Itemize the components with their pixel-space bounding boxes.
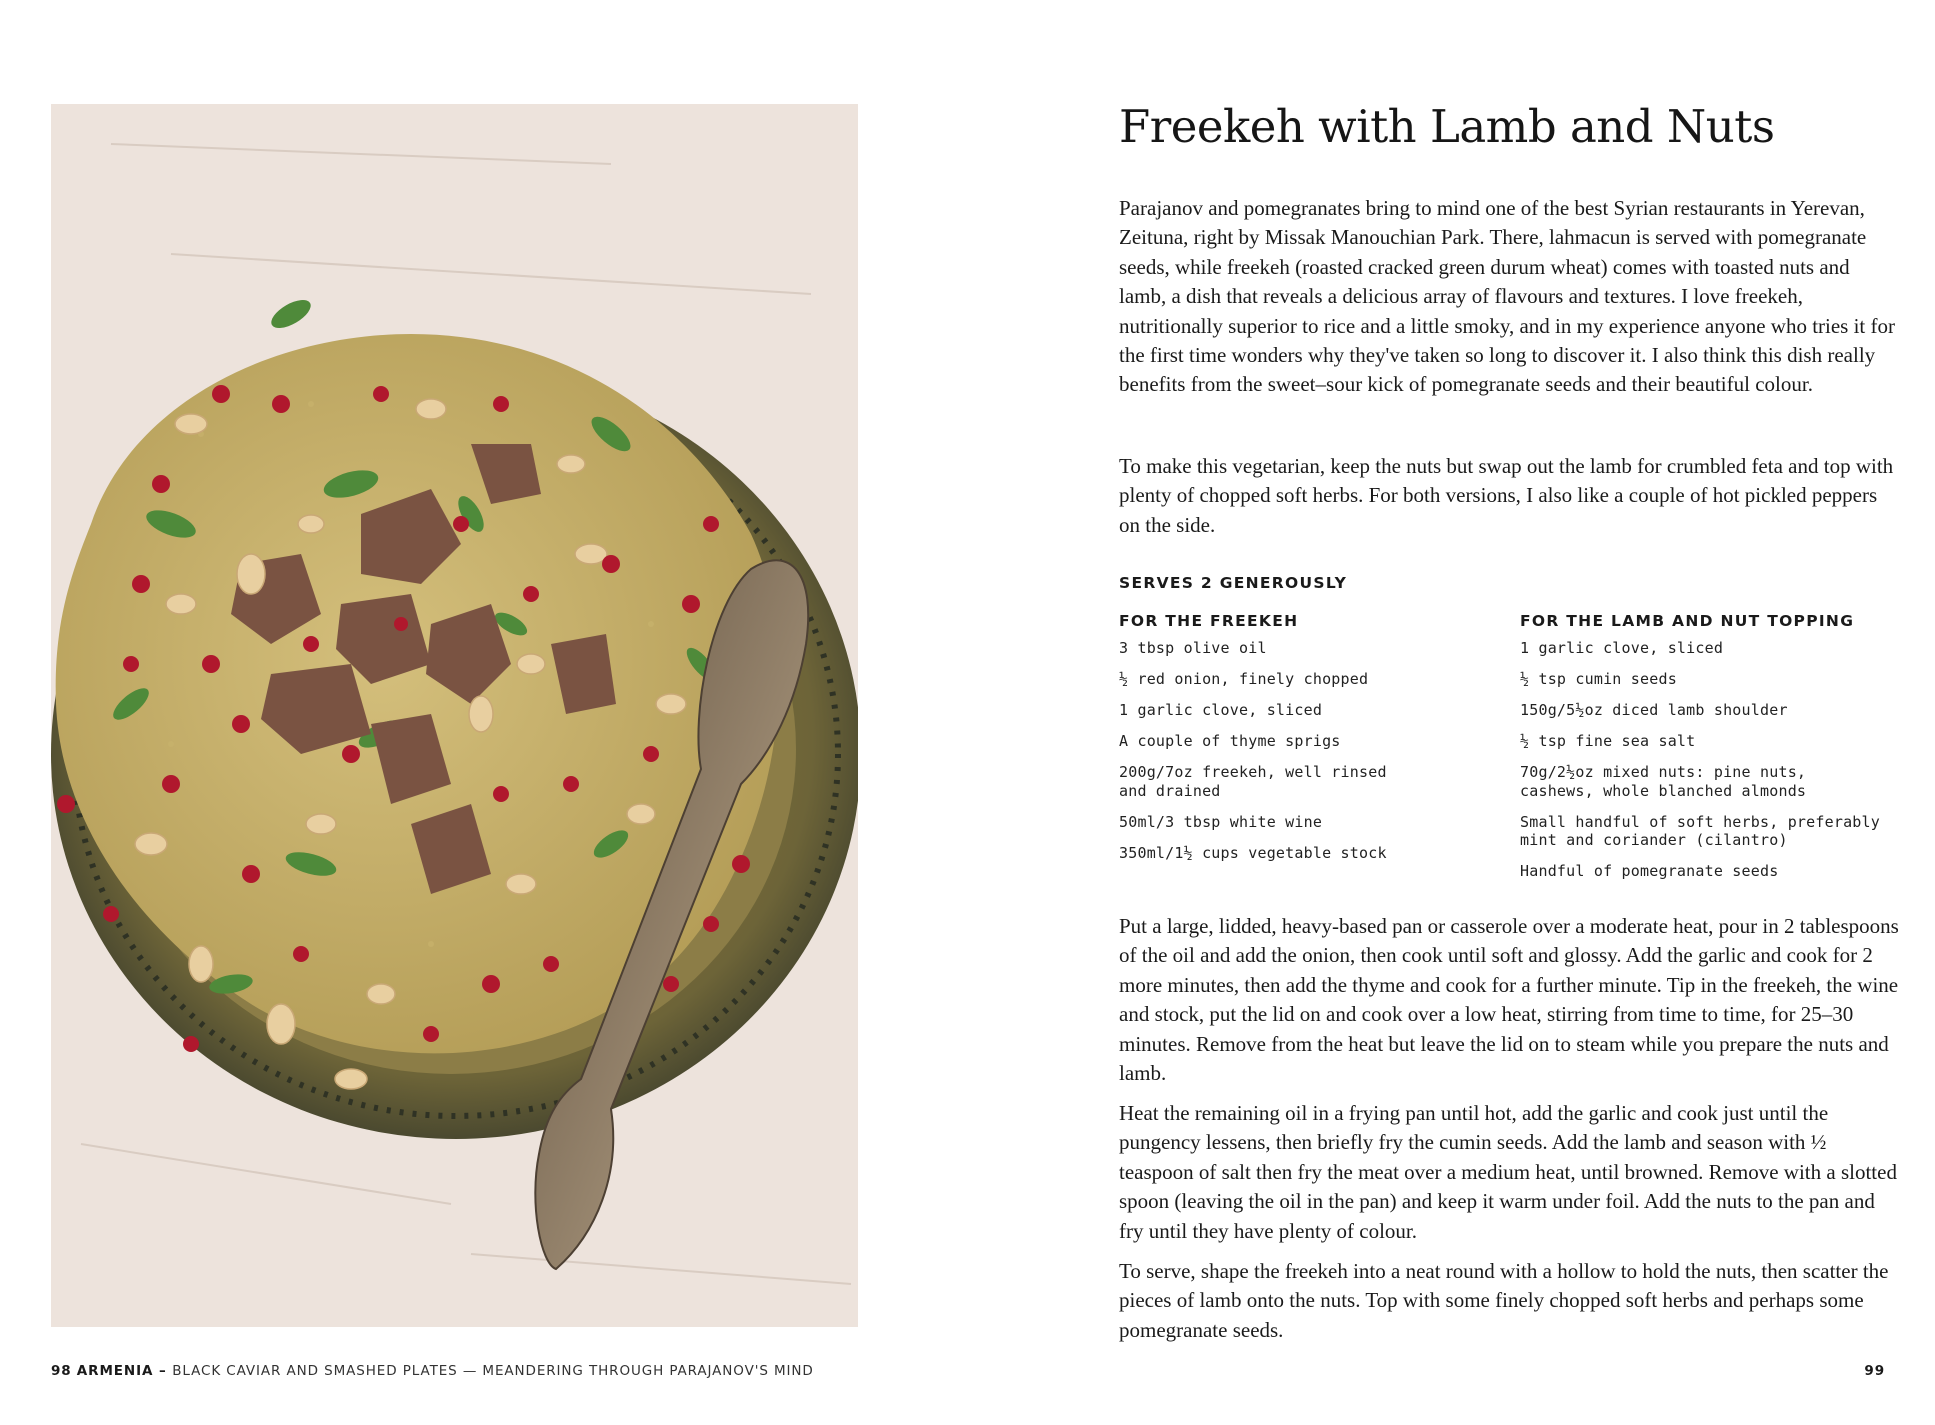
method-step-1: Put a large, lidded, heavy-based pan or casserole over a moderate heat, pour in 2 tablespoons of the oil and add the onion, then cook until soft and glossy. Add the garlic and cook for 2 more minutes, then add the thyme and cook for a further minute. Tip in the freekeh, the wine and stock, put the lid on and cook over a low heat, stirring from time to time, for 25–30 minutes. Remove from the heat but leave the lid on to steam while you prepare the nuts and lamb. xyxy=(1119,914,1899,1086)
dish-photo xyxy=(51,104,858,1327)
ingredient-item: 1 garlic clove, sliced xyxy=(1520,639,1724,657)
freekeh-heading: FOR THE FREEKEH xyxy=(1119,612,1299,630)
left-page-number: 98 xyxy=(51,1363,72,1379)
ingredient-item: 50ml/3 tbsp white wine xyxy=(1119,812,1323,831)
right-page-number: 99 xyxy=(1864,1363,1885,1379)
ingredient-item: 3 tbsp olive oil xyxy=(1119,639,1267,657)
method-step-3: To serve, shape the freekeh into a neat round with a hollow to hold the nuts, then scatter the pieces of lamb onto the nuts. Top with some finely chopped soft herbs and perhaps some pomegranate seeds. xyxy=(1119,1259,1889,1342)
book-title: BLACK CAVIAR AND SMASHED PLATES — MEANDERING THROUGH PARAJANOV'S MIND xyxy=(172,1363,814,1379)
freekeh-ingredient-list xyxy=(1119,639,1499,862)
method-step-2: Heat the remaining oil in a frying pan until hot, add the garlic and cook just until the pungency lessens, then briefly fry the cumin seeds. Add the lamb and season with ½ teaspoon of salt then fry the meat over a medium heat, until browned. Remove with a slotted spoon (leaving the oil in the pan) and keep it warm under foil. Add the nuts to the pan and fry until they have plenty of colour. xyxy=(1119,1101,1897,1243)
ingredient-item: Handful of pomegranate seeds xyxy=(1520,862,1779,880)
footer-separator: – xyxy=(153,1363,173,1379)
recipe-title: Freekeh with Lamb and Nuts xyxy=(1119,100,1775,153)
ingredient-item: 1 garlic clove, sliced xyxy=(1119,701,1323,719)
ingredient-item: Small handful of soft herbs, preferably mint and coriander (cilantro) xyxy=(1520,812,1880,849)
serves-label: SERVES 2 GENEROUSLY xyxy=(1119,574,1348,592)
dish-illustration xyxy=(51,104,858,1327)
topping-ingredient-list xyxy=(1520,639,1900,881)
left-page-footer xyxy=(51,1363,814,1379)
intro-paragraph: Parajanov and pomegranates bring to mind one of the best Syrian restaurants in Yerevan, Zeituna, right by Missak Manouchian Park. There, lahmacun is served with pomegranate seeds, while freekeh (roasted cracked green durum wheat) comes with toasted nuts and lamb, a dish that reveals a delicious array of flavours and textures. I love freekeh, nutritionally superior to rice and a little smoky, and in my experience anyone who tries it for the first time wonders why they've taken so long to discover it. I also think this dish really benefits from the sweet–sour kick of pomegranate seeds and their beautiful colour. xyxy=(1119,196,1896,397)
ingredient-item: 200g/7oz freekeh, well rinsed and drained xyxy=(1119,763,1387,800)
ingredient-item: ½ tsp fine sea salt xyxy=(1520,732,1696,750)
lamb-nut-topping-ingredients xyxy=(1520,612,1900,893)
ingredient-item: 350ml/1½ cups vegetable stock xyxy=(1119,843,1387,862)
vegetarian-note-paragraph: To make this vegetarian, keep the nuts but swap out the lamb for crumbled feta and top with plenty of chopped soft herbs. For both versions, I also like a couple of hot pickled peppers on the side. xyxy=(1119,454,1894,537)
ingredient-item: ½ tsp cumin seeds xyxy=(1520,670,1677,688)
ingredient-item: ½ red onion, finely chopped xyxy=(1119,670,1369,688)
freekeh-ingredients xyxy=(1119,612,1499,875)
chapter-name: ARMENIA xyxy=(76,1363,154,1379)
ingredient-item: 150g/5½oz diced lamb shoulder xyxy=(1520,701,1788,719)
ingredient-item: 70g/2½oz mixed nuts: pine nuts, cashews, whole blanched almonds xyxy=(1520,763,1807,800)
ingredient-item: A couple of thyme sprigs xyxy=(1119,732,1341,750)
topping-heading: FOR THE LAMB AND NUT TOPPING xyxy=(1520,612,1855,630)
